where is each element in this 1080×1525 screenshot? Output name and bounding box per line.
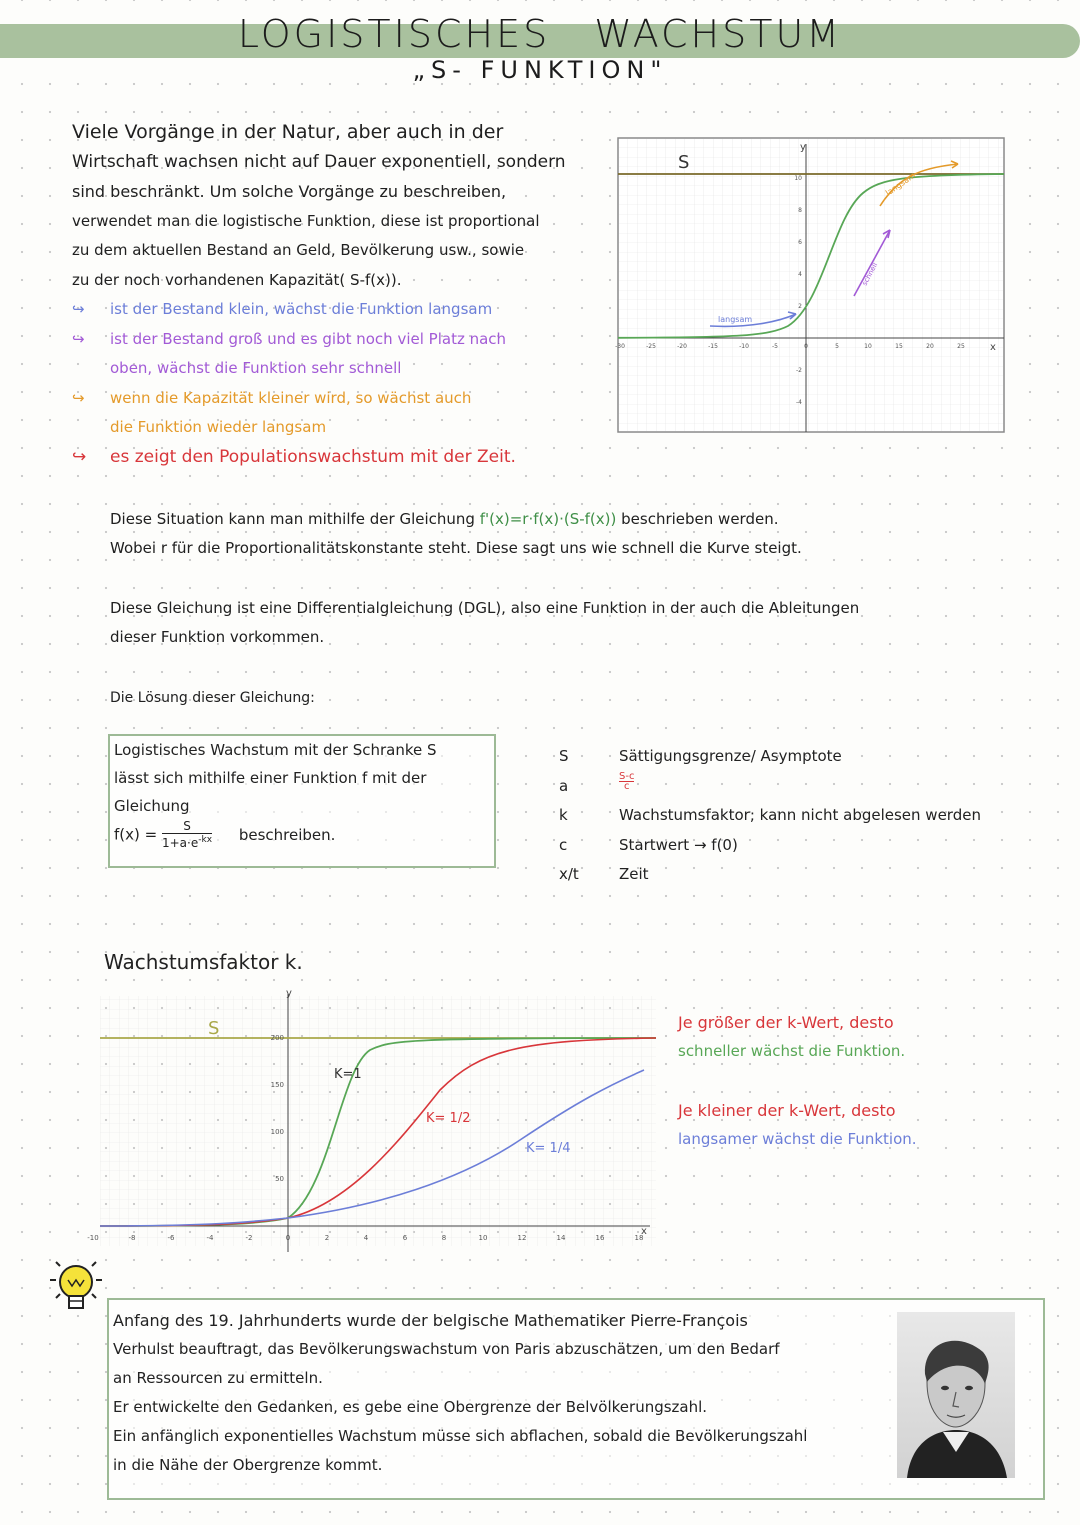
history-line: in die Nähe der Obergrenze kommt. — [113, 1456, 383, 1474]
x-tick-label: -25 — [646, 343, 656, 350]
label-k-1: K=1 — [334, 1067, 362, 1082]
section-title: Wachstumsfaktor k. — [104, 950, 303, 974]
x-tick-label: 5 — [835, 343, 839, 350]
intro-line: zu der noch vorhandenen Kapazität( S-f(x)). — [72, 270, 402, 289]
x-tick-label: 0 — [804, 343, 808, 350]
bullet-item: ↪ ist der Bestand klein, wächst die Funktion langsam — [72, 295, 592, 325]
x-tick-labels — [87, 1234, 643, 1242]
y-axis-label: y — [800, 142, 806, 153]
formula-fraction: $\frac{S}{1+a\cdot e^{-kx}}$ — [161, 819, 213, 850]
y-tick-label: 4 — [798, 271, 802, 278]
graph-s-curve — [615, 138, 1004, 432]
box-line: Logistisches Wachstum mit der Schranke S — [114, 741, 437, 759]
intro-line: verwendet man die logistische Funktion, diese ist proportional — [72, 211, 540, 230]
page-title — [0, 12, 1080, 56]
y-tick-label: 8 — [798, 207, 802, 214]
history-line: Ein anfänglich exponentielles Wachstum müsse sich abflachen, sobald die Bevölkerungszahl — [113, 1427, 808, 1445]
slow-label-left: langsam — [718, 315, 753, 324]
s-label: S — [208, 1018, 220, 1039]
solution-label: Die Lösung dieser Gleichung: — [110, 690, 315, 706]
title-word-1: LOGISTISCHES — [237, 12, 551, 56]
y-tick-label: 200 — [270, 1034, 284, 1042]
history-box — [107, 1298, 1045, 1500]
x-tick-label: 10 — [478, 1234, 488, 1242]
x-tick-label: -10 — [87, 1234, 99, 1242]
dgl-paragraph — [110, 505, 802, 563]
y-tick-label: -4 — [796, 399, 802, 406]
bullet-item: ↪ ist der Bestand groß und es gibt noch viel Platz nach — [72, 325, 592, 355]
label-k-half: K= 1/2 — [426, 1111, 471, 1126]
page-subtitle: „S- FUNKTION" — [412, 56, 668, 84]
dgl-line: Diese Situation kann man mithilfe der Gleichung f'(x)=r·f(x)·(S-f(x)) beschrieben werden. — [110, 510, 779, 528]
x-tick-label: 2 — [324, 1234, 330, 1242]
intro-text — [72, 118, 592, 472]
dgl-formula: f'(x)=r·f(x)·(S-f(x)) — [479, 510, 617, 528]
x-tick-label: 18 — [634, 1234, 644, 1242]
history-line: Verhulst beauftragt, das Bevölkerungswachstum von Paris abzuschätzen, um den Bedarf — [113, 1340, 780, 1358]
x-tick-label: 20 — [926, 343, 934, 350]
bullet-item: ↪ es zeigt den Populationswachstum mit der Zeit. — [72, 443, 592, 473]
bullet-item: die Funktion wieder langsam — [110, 418, 327, 436]
x-axis-label: x — [641, 1226, 647, 1237]
arrow-icon: ↪ — [72, 329, 85, 348]
x-tick-label: -6 — [167, 1234, 175, 1242]
history-line: Er entwickelte den Gedanken, es gebe eine Obergrenze der Belvölkerungszahl. — [113, 1398, 708, 1416]
legend-row: a S-c c — [555, 772, 981, 802]
x-tick-label: 0 — [285, 1234, 291, 1242]
x-tick-label: -20 — [677, 343, 687, 350]
x-tick-label: 10 — [864, 343, 872, 350]
graph-k-comparison — [87, 988, 656, 1252]
x-tick-label: -8 — [128, 1234, 136, 1242]
note-small-k: Je kleiner der k-Wert, desto langsamer wächst die Funktion. — [678, 1101, 917, 1148]
legend-row: k Wachstumsfaktor; kann nicht abgelesen werden — [559, 806, 981, 824]
x-tick-label: 8 — [441, 1234, 447, 1242]
x-tick-label: 4 — [363, 1234, 369, 1242]
x-tick-label: -30 — [615, 343, 625, 350]
s-label: S — [678, 152, 690, 173]
x-tick-label: -5 — [772, 343, 778, 350]
y-tick-label: 6 — [798, 239, 802, 246]
x-tick-label: 14 — [556, 1234, 566, 1242]
arrow-icon: ↪ — [72, 388, 85, 407]
x-tick-label: 15 — [895, 343, 903, 350]
x-tick-label: 12 — [517, 1234, 527, 1242]
dgl-line: Wobei r für die Proportionalitätskonstante steht. Diese sagt uns wie schnell die Kurve steigt. — [110, 539, 802, 557]
box-line: lässt sich mithilfe einer Funktion f mit der — [114, 769, 427, 787]
x-axis-label: x — [990, 342, 996, 353]
intro-line: zu dem aktuellen Bestand an Geld, Bevölkerung usw., sowie — [72, 241, 525, 259]
label-k-quarter: K= 1/4 — [526, 1141, 571, 1156]
arrow-icon: ↪ — [72, 446, 87, 467]
dgl-definition — [110, 594, 859, 652]
dgl-line: dieser Funktion vorkommen. — [110, 628, 325, 646]
y-tick-label: -2 — [796, 367, 802, 374]
bullet-item: ↪ wenn die Kapazität kleiner wird, so wächst auch — [72, 384, 592, 414]
intro-line: sind beschränkt. Um solche Vorgänge zu beschreiben, — [72, 182, 507, 201]
x-tick-label: -10 — [739, 343, 749, 350]
lightbulb-icon — [44, 1252, 108, 1326]
slow-label-right: langsam — [883, 170, 918, 198]
y-tick-label: 100 — [270, 1128, 284, 1136]
x-tick-label: -15 — [708, 343, 718, 350]
y-tick-label: 2 — [798, 303, 802, 310]
history-line: an Ressourcen zu ermitteln. — [113, 1369, 323, 1387]
solution-box — [108, 734, 496, 868]
legend-row: S Sättigungsgrenze/ Asymptote — [559, 747, 842, 765]
x-tick-label: 16 — [595, 1234, 605, 1242]
y-tick-label: 150 — [270, 1081, 284, 1089]
portrait-image — [897, 1312, 1015, 1478]
formula-line: f(x) = $\frac{S}{1+a\cdot e^{-kx}}$ beschreiben. — [114, 819, 336, 850]
dgl-line: Diese Gleichung ist eine Differentialgleichung (DGL), also eine Funktion in der auch die Ableitungen — [110, 599, 860, 617]
y-axis-label: y — [286, 988, 292, 999]
history-line: Anfang des 19. Jahrhunderts wurde der belgische Mathematiker Pierre-François — [113, 1311, 748, 1330]
x-tick-label: -4 — [206, 1234, 214, 1242]
legend-row: x/t Zeit — [559, 865, 649, 883]
x-tick-label: 25 — [957, 343, 965, 350]
x-tick-label: -2 — [245, 1234, 253, 1242]
note-large-k: Je größer der k-Wert, desto schneller wächst die Funktion. — [678, 1013, 906, 1060]
fast-label: schnell — [860, 261, 880, 287]
y-tick-label: 50 — [275, 1175, 284, 1183]
arrow-icon: ↪ — [72, 300, 85, 318]
y-tick-label: 10 — [794, 175, 802, 182]
intro-line: Viele Vorgänge in der Natur, aber auch in der — [72, 121, 504, 143]
title-word-2: WACHSTUM — [594, 12, 843, 56]
x-tick-label: 6 — [402, 1234, 408, 1242]
box-line: Gleichung — [114, 797, 190, 815]
variable-legend — [555, 742, 981, 890]
intro-line: Wirtschaft wachsen nicht auf Dauer exponentiell, sondern — [72, 151, 566, 172]
legend-fraction: S-c c — [619, 770, 635, 792]
bullet-item: oben, wächst die Funktion sehr schnell — [110, 359, 402, 377]
legend-row: c Startwert → f(0) — [559, 835, 738, 854]
